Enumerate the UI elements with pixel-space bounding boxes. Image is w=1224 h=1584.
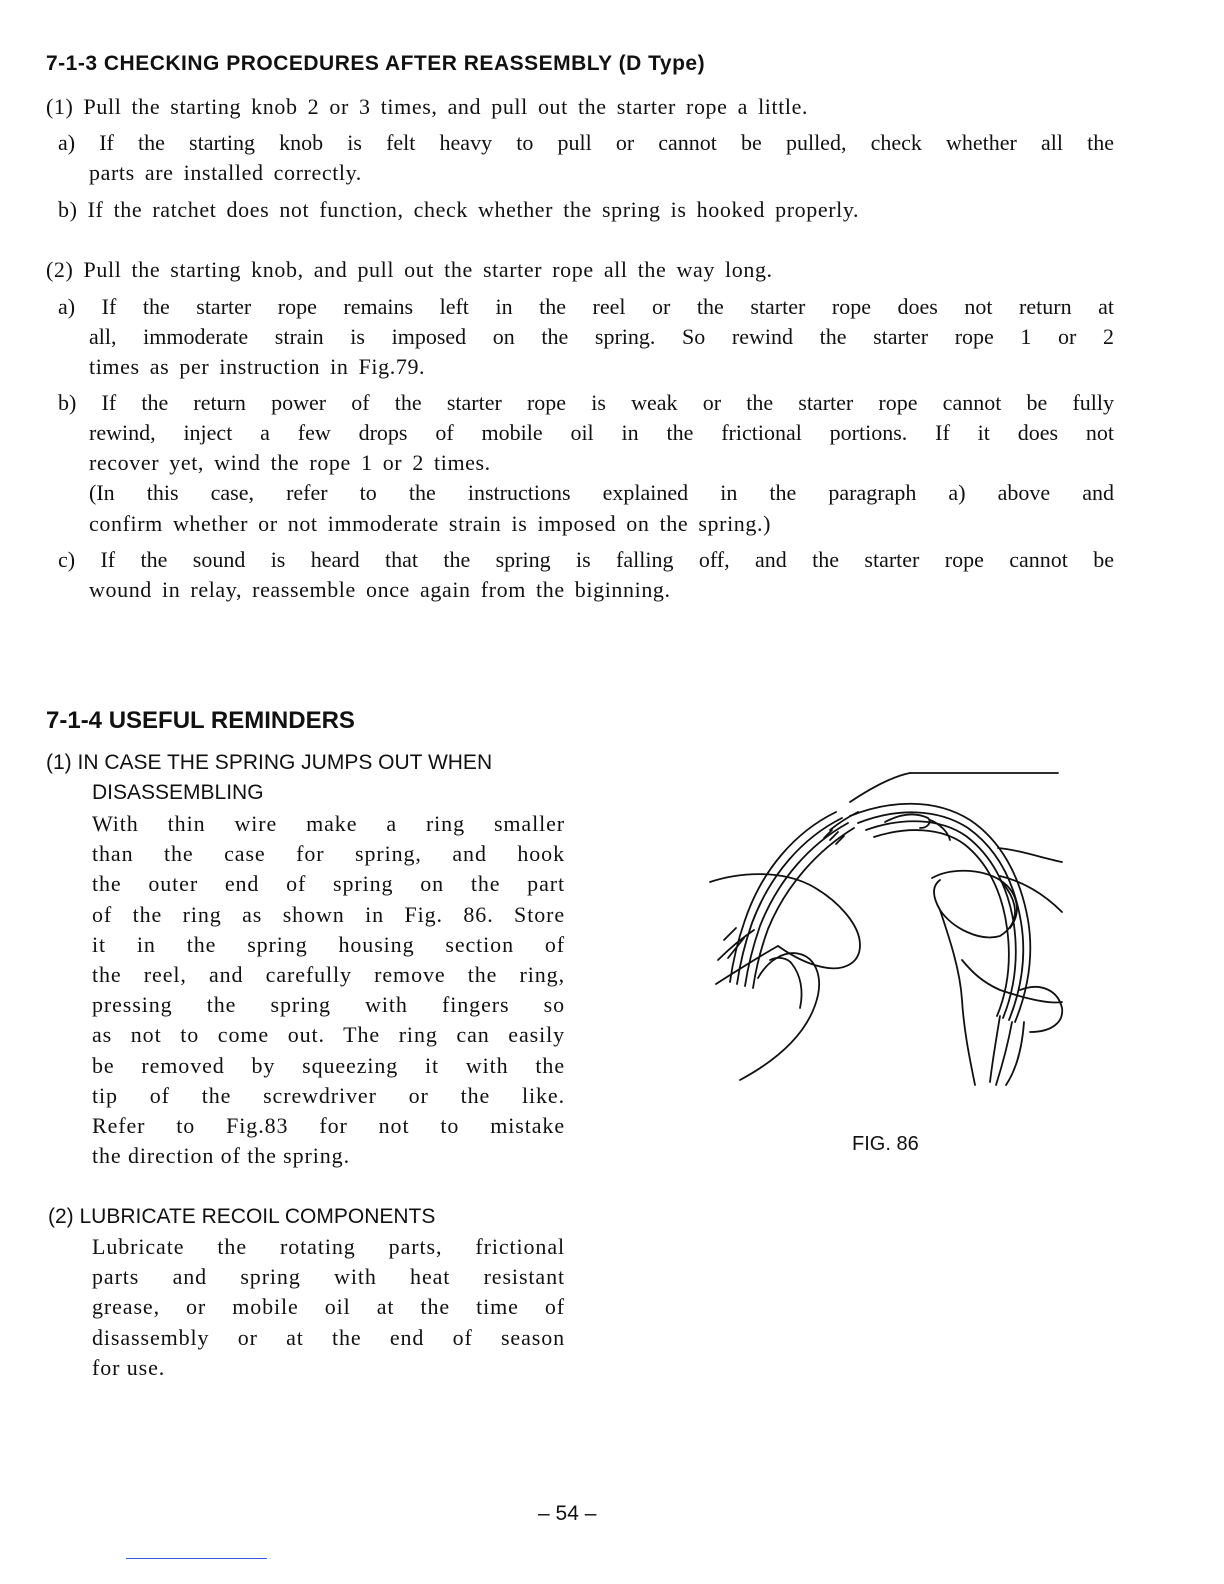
reminder-1-line: as not to come out. The ring can easily	[92, 1022, 565, 1048]
step-2a-line-1: a) If the starter rope remains left in the reel or the starter rope does not return at	[58, 294, 1114, 319]
reminder-1-line: the outer end of spring on the part	[92, 871, 565, 897]
reminder-1-line: pressing the spring with fingers so	[92, 992, 565, 1018]
step-2b-line-4: (In this case, refer to the instructions explained in the paragraph a) above and	[89, 480, 1114, 505]
step-2a-line-2: all, immoderate strain is imposed on the spring. So rewind the starter rope 1 or 2	[89, 324, 1114, 349]
step-1b-line-1: b) If the ratchet does not function, check whether the spring is hooked properly.	[58, 197, 860, 222]
step-1a-line-1: a) If the starting knob is felt heavy to pull or cannot be pulled, check whether all the	[58, 130, 1114, 155]
reminder-1-line: be removed by squeezing it with the	[92, 1052, 565, 1078]
reminder-1-line: tip of the screwdriver or the like.	[92, 1082, 565, 1108]
step-2b-line-3: recover yet, wind the rope 1 or 2 times.	[89, 450, 491, 475]
reminder-1-line: than the case for spring, and hook	[92, 841, 565, 867]
step-2c-line-2: wound in relay, reassemble once again from the biginning.	[89, 577, 671, 602]
reminder-1-line: Refer to Fig.83 for not to mistake	[92, 1113, 565, 1139]
step-2b-line-1: b) If the return power of the starter rope is weak or the starter rope cannot be fully	[58, 390, 1114, 415]
figure-caption: FIG. 86	[852, 1133, 919, 1155]
step-1-text: (1) Pull the starting knob 2 or 3 times, and pull out the starter rope a little.	[46, 94, 809, 119]
step-2-text: (2) Pull the starting knob, and pull out the starter rope all the way long.	[46, 257, 773, 282]
reminder-2-line: grease, or mobile oil at the time of	[92, 1294, 565, 1320]
step-2b-line-5: confirm whether or not immoderate strain is imposed on the spring.)	[89, 511, 772, 536]
reminder-2-body	[92, 1232, 565, 1383]
reminder-2-line: for use.	[92, 1354, 166, 1380]
reminder-1-line: the direction of the spring.	[92, 1143, 350, 1169]
reminder-1-heading-line-2: DISASSEMBLING	[92, 781, 264, 804]
reminder-1-line: With thin wire make a ring smaller	[92, 811, 565, 836]
reminder-2-line: parts and spring with heat resistant	[92, 1264, 565, 1290]
footer-rule	[126, 1558, 267, 1559]
reminder-1-line: the reel, and carefully remove the ring,	[92, 962, 565, 988]
reminder-2-line: Lubricate the rotating parts, frictional	[92, 1234, 565, 1259]
step-2c-line-1: c) If the sound is heard that the spring is falling off, and the starter rope cannot be	[58, 547, 1114, 572]
reminder-1-line: of the ring as shown in Fig. 86. Store	[92, 901, 565, 927]
step-2a-line-3: times as per instruction in Fig.79.	[89, 354, 426, 379]
reminder-2-heading: (2) LUBRICATE RECOIL COMPONENTS	[48, 1205, 436, 1228]
reminder-2-line: disassembly or at the end of season	[92, 1324, 565, 1350]
step-1a-line-2: parts are installed correctly.	[89, 160, 362, 185]
step-2b-line-2: rewind, inject a few drops of mobile oil in the frictional portions. If it does not	[89, 420, 1114, 445]
page-number: – 54 –	[538, 1502, 597, 1525]
reminder-1-heading-line-1: (1) IN CASE THE SPRING JUMPS OUT WHEN	[46, 751, 493, 774]
reminder-1-body	[92, 809, 565, 1171]
section-title-useful-reminders: 7-1-4 USEFUL REMINDERS	[46, 707, 355, 734]
reminder-1-line: it in the spring housing section of	[92, 931, 565, 957]
spring-ring-illustration	[700, 760, 1080, 1090]
section-title-checking-procedures: 7-1-3 CHECKING PROCEDURES AFTER REASSEMBLY (D Type)	[46, 52, 706, 75]
